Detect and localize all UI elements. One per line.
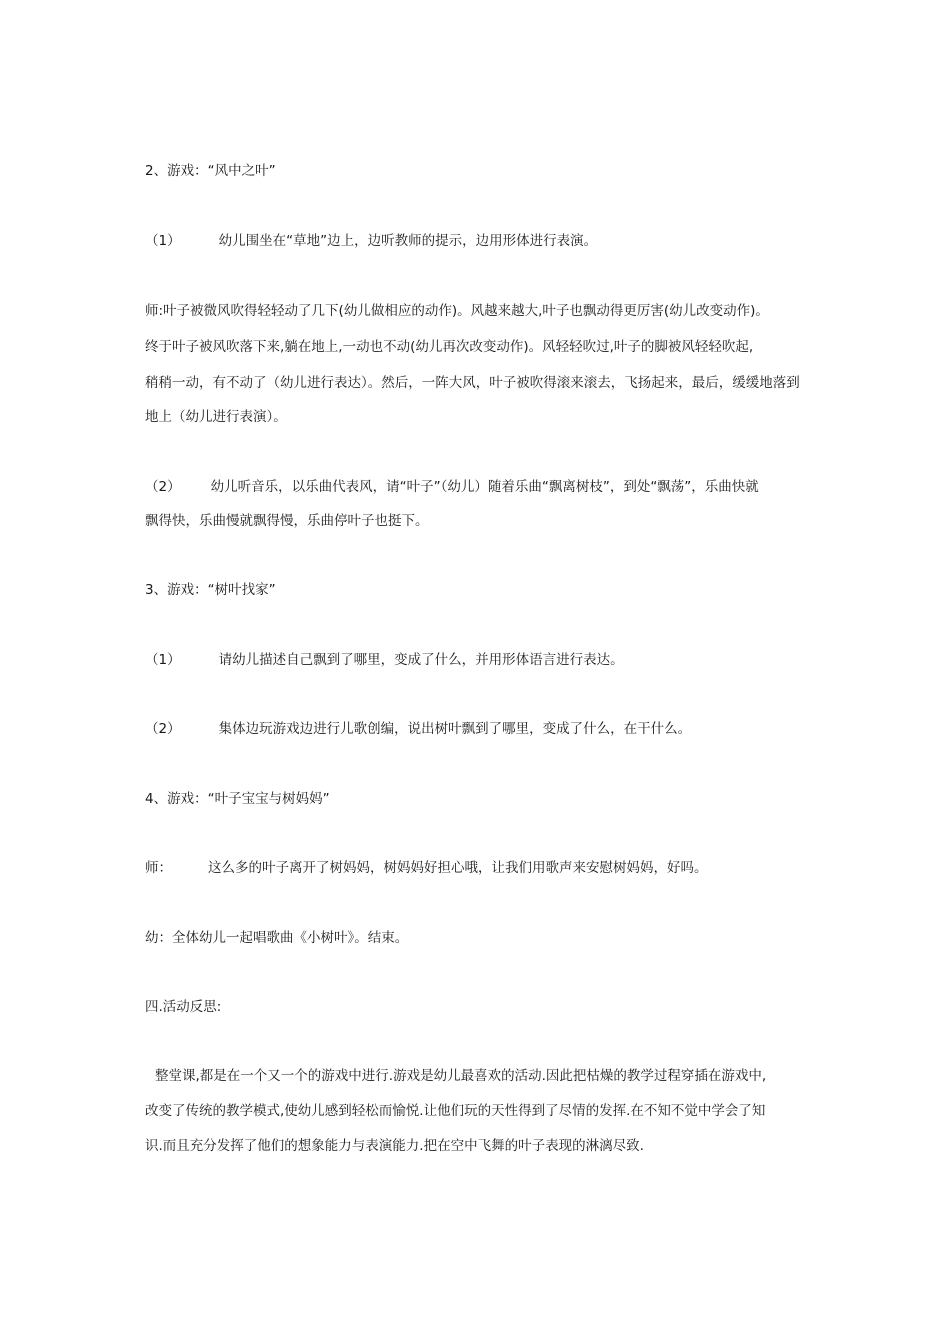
teacher-paragraph-line-1: 师:叶子被微风吹得轻轻动了几下(幼儿做相应的动作)。风越来越大,叶子也飘动得更厉害(幼儿改变动作)。 (145, 303, 769, 319)
reflection-line-3: 识.而且充分发挥了他们的想象能力与表演能力.把在空中飞舞的叶子表现的淋漓尽致. (145, 1138, 644, 1154)
speaker-label: 师： (145, 860, 172, 876)
speaker-text: 这么多的叶子离开了树妈妈，树妈妈好担心哦，让我们用歌声来安慰树妈妈，好吗。 (208, 860, 708, 876)
heading-game-2: 2、游戏：“风中之叶” (145, 163, 276, 179)
step-number: （2） (145, 479, 181, 495)
step-text: 幼儿围坐在“草地”边上，边听教师的提示，边用形体进行表演。 (218, 233, 598, 249)
step-number: （1） (145, 652, 181, 668)
heading-game-4: 4、游戏：“叶子宝宝与树妈妈” (145, 791, 330, 807)
child-line: 幼：全体幼儿一起唱歌曲《小树叶》。结束。 (145, 930, 409, 946)
step-number: （2） (145, 721, 181, 737)
step-text: 幼儿听音乐，以乐曲代表风，请“叶子”（幼儿）随着乐曲“飘离树枝”，到处“飘荡”，乐曲快就 (210, 479, 759, 495)
reflection-line-1 (145, 1066, 825, 1086)
reflection-text: 整堂课,都是在一个又一个的游戏中进行.游戏是幼儿最喜欢的活动.因此把枯燥的教学过程穿插在游戏中, (155, 1068, 767, 1084)
teacher-paragraph-line-4: 地上（幼儿进行表演）。 (145, 409, 287, 425)
game2-step-1 (145, 231, 825, 251)
game3-step-2 (145, 719, 825, 739)
step-text: 请幼儿描述自己飘到了哪里，变成了什么，并用形体语言进行表达。 (218, 652, 624, 668)
heading-reflection: 四.活动反思: (145, 999, 222, 1015)
teacher-line (145, 858, 825, 878)
step-text: 集体边玩游戏边进行儿歌创编，说出树叶飘到了哪里，变成了什么，在干什么。 (218, 721, 692, 737)
game2-step-2 (145, 477, 825, 497)
step-number: （1） (145, 233, 181, 249)
reflection-line-2: 改变了传统的教学模式,使幼儿感到轻松而愉悦.让他们玩的天性得到了尽情的发挥.在不知不觉中学会了知 (145, 1103, 766, 1119)
heading-game-3: 3、游戏：“树叶找家” (145, 582, 276, 598)
game3-step-1 (145, 650, 825, 670)
teacher-paragraph-line-2: 终于叶子被风吹落下来,躺在地上,一动也不动(幼儿再次改变动作)。风轻轻吹过,叶子的脚被风轻轻吹起, (145, 339, 754, 355)
teacher-paragraph-line-3: 稍稍一动，有不动了（幼儿进行表达）。然后，一阵大风，叶子被吹得滚来滚去，飞扬起来，最后，缓缓地落到 (145, 375, 800, 391)
game2-step-2-continued: 飘得快，乐曲慢就飘得慢，乐曲停叶子也挺下。 (145, 513, 429, 529)
